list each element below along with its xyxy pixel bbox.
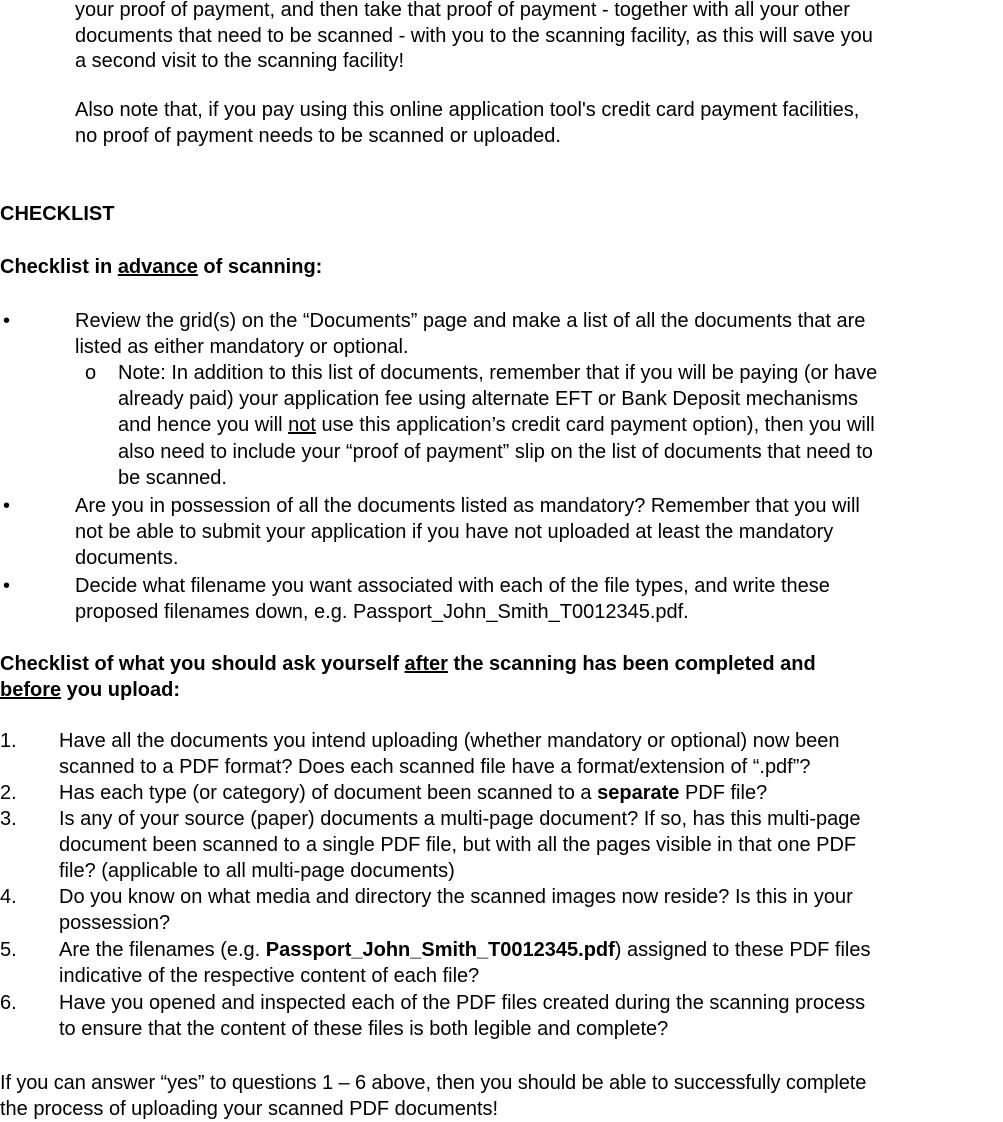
list-number: 1. — [0, 730, 17, 752]
checklist-heading: CHECKLIST — [0, 203, 115, 225]
numbered-item-line: document been scanned to a single PDF file, but with all the pages visible in that one PDF — [59, 834, 857, 856]
numbered-item-line: possession? — [59, 912, 171, 934]
numbered-item-line: file? (applicable to all multi-page documents) — [59, 860, 455, 882]
closing-paragraph-line: the process of uploading your scanned PDF documents! — [0, 1098, 499, 1120]
heading-underlined-text: after — [404, 653, 448, 675]
numbered-item-line: Is any of your source (paper) documents a multi-page document? If so, has this multi-page — [59, 808, 861, 830]
heading-text: you upload: — [61, 679, 181, 701]
list-number: 6. — [0, 992, 17, 1014]
item-text: ) assigned to these PDF files — [614, 939, 871, 961]
heading-text: Checklist in — [0, 256, 118, 278]
advance-checklist-heading — [0, 254, 322, 280]
item-text: PDF file? — [679, 782, 768, 804]
after-checklist-heading — [0, 651, 816, 677]
heading-underlined-text: before — [0, 679, 62, 701]
note-paragraph-line: no proof of payment needs to be scanned or uploaded. — [75, 125, 561, 147]
numbered-item-line: to ensure that the content of these files is both legible and complete? — [59, 1018, 669, 1040]
sub-bullet-line: already paid) your application fee using alternate EFT or Bank Deposit mechanisms — [118, 388, 859, 410]
sub-bullet-line: be scanned. — [118, 467, 227, 489]
bullet-item-line: documents. — [75, 547, 179, 569]
numbered-item-line: indicative of the respective content of each file? — [59, 965, 480, 987]
list-number: 4. — [0, 886, 17, 908]
sub-bullet-line: Note: In addition to this list of documents, remember that if you will be paying (or have — [118, 362, 878, 384]
bullet-marker: • — [3, 495, 11, 517]
bullet-item-line: Are you in possession of all the documents listed as mandatory? Remember that you will — [75, 495, 860, 517]
intro-paragraph-line: documents that need to be scanned - with you to the scanning facility, as this will save you — [75, 25, 873, 47]
note-paragraph-line: Also note that, if you pay using this online application tool's credit card payment facilities, — [75, 99, 860, 121]
numbered-item-line: scanned to a PDF format? Does each scanned file have a format/extension of “.pdf”? — [59, 756, 811, 778]
bullet-marker: • — [3, 310, 11, 332]
numbered-item-line: Have all the documents you intend uploading (whether mandatory or optional) now been — [59, 730, 840, 752]
heading-text: the scanning has been completed and — [447, 653, 816, 675]
item-bold-text: separate — [597, 782, 680, 804]
numbered-item-line: Have you opened and inspected each of the PDF files created during the scanning process — [59, 992, 866, 1014]
heading-text: Checklist of what you should ask yourself — [0, 653, 405, 675]
bullet-marker: • — [3, 575, 11, 597]
numbered-item-line — [59, 780, 767, 806]
item-text: Are the filenames (e.g. — [59, 939, 266, 961]
sub-bullet-marker: o — [85, 362, 97, 384]
list-number: 2. — [0, 782, 17, 804]
after-checklist-heading — [0, 677, 180, 703]
sub-bullet-line: also need to include your “proof of payment” slip on the list of documents that need to — [118, 441, 873, 463]
sub-bullet-text: and hence you will — [118, 414, 289, 436]
bullet-item-line: listed as either mandatory or optional. — [75, 336, 409, 358]
bullet-item-line: Review the grid(s) on the “Documents” page and make a list of all the documents that are — [75, 310, 866, 332]
item-text: Has each type (or category) of document been scanned to a — [59, 782, 598, 804]
bullet-item-line: Decide what filename you want associated with each of the file types, and write these — [75, 575, 830, 597]
intro-paragraph-line: your proof of payment, and then take that proof of payment - together with all your other — [75, 0, 850, 21]
bullet-item-line: proposed filenames down, e.g. Passport_John_Smith_T0012345.pdf. — [75, 601, 689, 623]
intro-paragraph-line: a second visit to the scanning facility! — [75, 50, 405, 72]
numbered-item-line: Do you know on what media and directory the scanned images now reside? Is this in your — [59, 886, 853, 908]
sub-bullet-underlined-text: not — [288, 414, 316, 436]
bullet-item-line: not be able to submit your application if you have not uploaded at least the mandatory — [75, 521, 834, 543]
numbered-item-line — [59, 937, 870, 963]
sub-bullet-line — [118, 412, 875, 438]
item-bold-text: Passport_John_Smith_T0012345.pdf — [265, 939, 615, 961]
sub-bullet-text: use this application’s credit card payment option), then you will — [315, 414, 875, 436]
heading-text: of scanning: — [197, 256, 323, 278]
list-number: 3. — [0, 808, 17, 830]
heading-underlined-text: advance — [117, 256, 198, 278]
list-number: 5. — [0, 939, 17, 961]
closing-paragraph-line: If you can answer “yes” to questions 1 – 6 above, then you should be able to successfully complete — [0, 1072, 867, 1094]
